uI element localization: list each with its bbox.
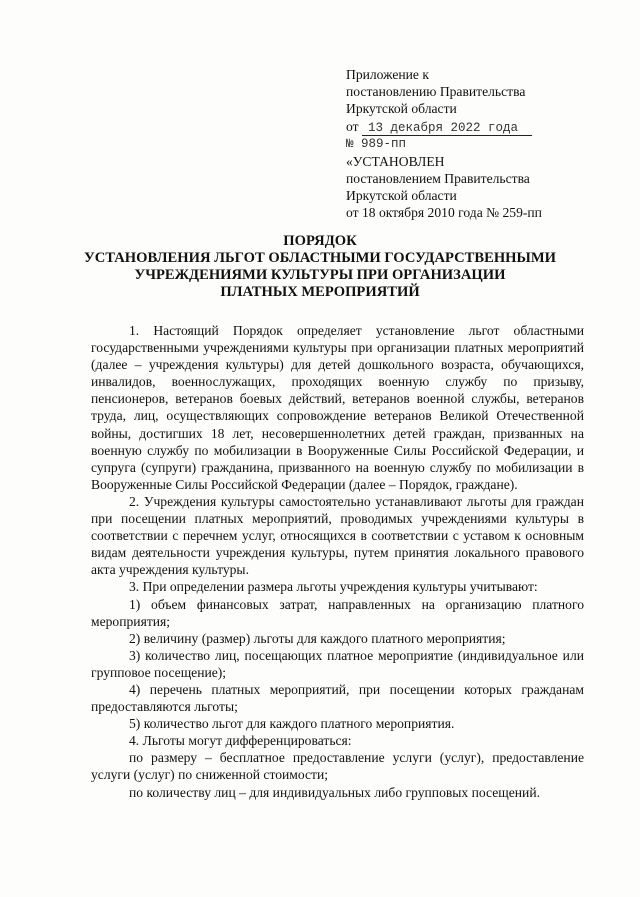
appendix-date-row [346,118,606,136]
appendix-line: постановлению Правительства [346,84,526,100]
appendix-line: Приложение к [346,67,429,82]
document-body [91,322,584,801]
appendix-line: постановлением Правительства [346,171,530,187]
appendix-line: «УСТАНОВЛЕН [346,153,445,169]
appendix-block [346,66,606,222]
title-line: УСТАНОВЛЕНИЯ ЛЬГОТ ОБЛАСТНЫМИ ГОСУДАРСТВЕННЫМИ [83,250,556,266]
appendix-line: Иркутской области [346,101,457,117]
list-item: 1) объем финансовых затрат, направленных на организацию платного мероприятия; [91,596,584,629]
title-line: ПОРЯДОК [283,233,357,249]
appendix-line: Иркутской области [346,188,457,204]
date-prefix: от [346,118,359,134]
document-title [40,233,600,301]
list-item: 2) величину (размер) льготы для каждого платного мероприятия; [129,630,506,646]
appendix-line: от 18 октября 2010 года № 259-пп [346,205,542,221]
list-item: 4) перечень платных мероприятий, при посещении которых гражданам предоставляются льготы; [91,681,584,715]
paragraph: 4. Льготы могут дифференцироваться: [129,733,352,749]
title-line: УЧРЕЖДЕНИЯМИ КУЛЬТУРЫ ПРИ ОРГАНИЗАЦИИ [134,267,506,283]
paragraph: 3. При определении размера льготы учреждения культуры учитывают: [129,579,538,595]
paragraph: 2. Учреждения культуры самостоятельно устанавливают льготы для граждан при посещении платных мероприятий, проводимых учреждениями культуры в соответствии с перечнем услуг, относящихся в соответствии с уставом к основным видам деятельности учреждения культуры, путем принятия локального правового акта учреждения культуры. [91,493,584,578]
list-item: 3) количество лиц, посещающих платное мероприятие (индивидуальное или групповое посещение); [91,647,584,680]
document-number: № 989-пп [346,136,407,151]
list-item: по количеству лиц – для индивидуальных либо групповых посещений. [129,784,540,800]
paragraph: 1. Настоящий Порядок определяет установление льгот областными государственными учреждениями культуры при организации платных мероприятий (далее – учреждения культуры) для детей дошкольного возраста, обучающихся, инвалидов, военнослужащих, проходящих военную службу по призыву, пенсионеров, ветеранов боевых действий, ветеранов военной службы, ветеранов труда, лиц, осуществляющих сопровождение ветеранов Великой Отечественной войны, достигших 18 лет, несовершеннолетних детей граждан, призванных на военную службу по мобилизации в Вооруженные Силы Российской Федерации, и супруга (супруги) гражданина, призванного на военную службу по мобилизации в Вооруженные Силы Российской Федерации (далее – Порядок, граждане). [91,323,584,492]
list-item: по размеру – бесплатное предоставление услуги (услуг), предоставление услуги (услуг) по сниженной стоимости; [91,750,584,783]
date-value: 13 декабря 2022 года [362,121,532,136]
list-item: 5) количество льгот для каждого платного мероприятия. [129,716,455,732]
title-line: ПЛАТНЫХ МЕРОПРИЯТИЙ [220,284,420,300]
